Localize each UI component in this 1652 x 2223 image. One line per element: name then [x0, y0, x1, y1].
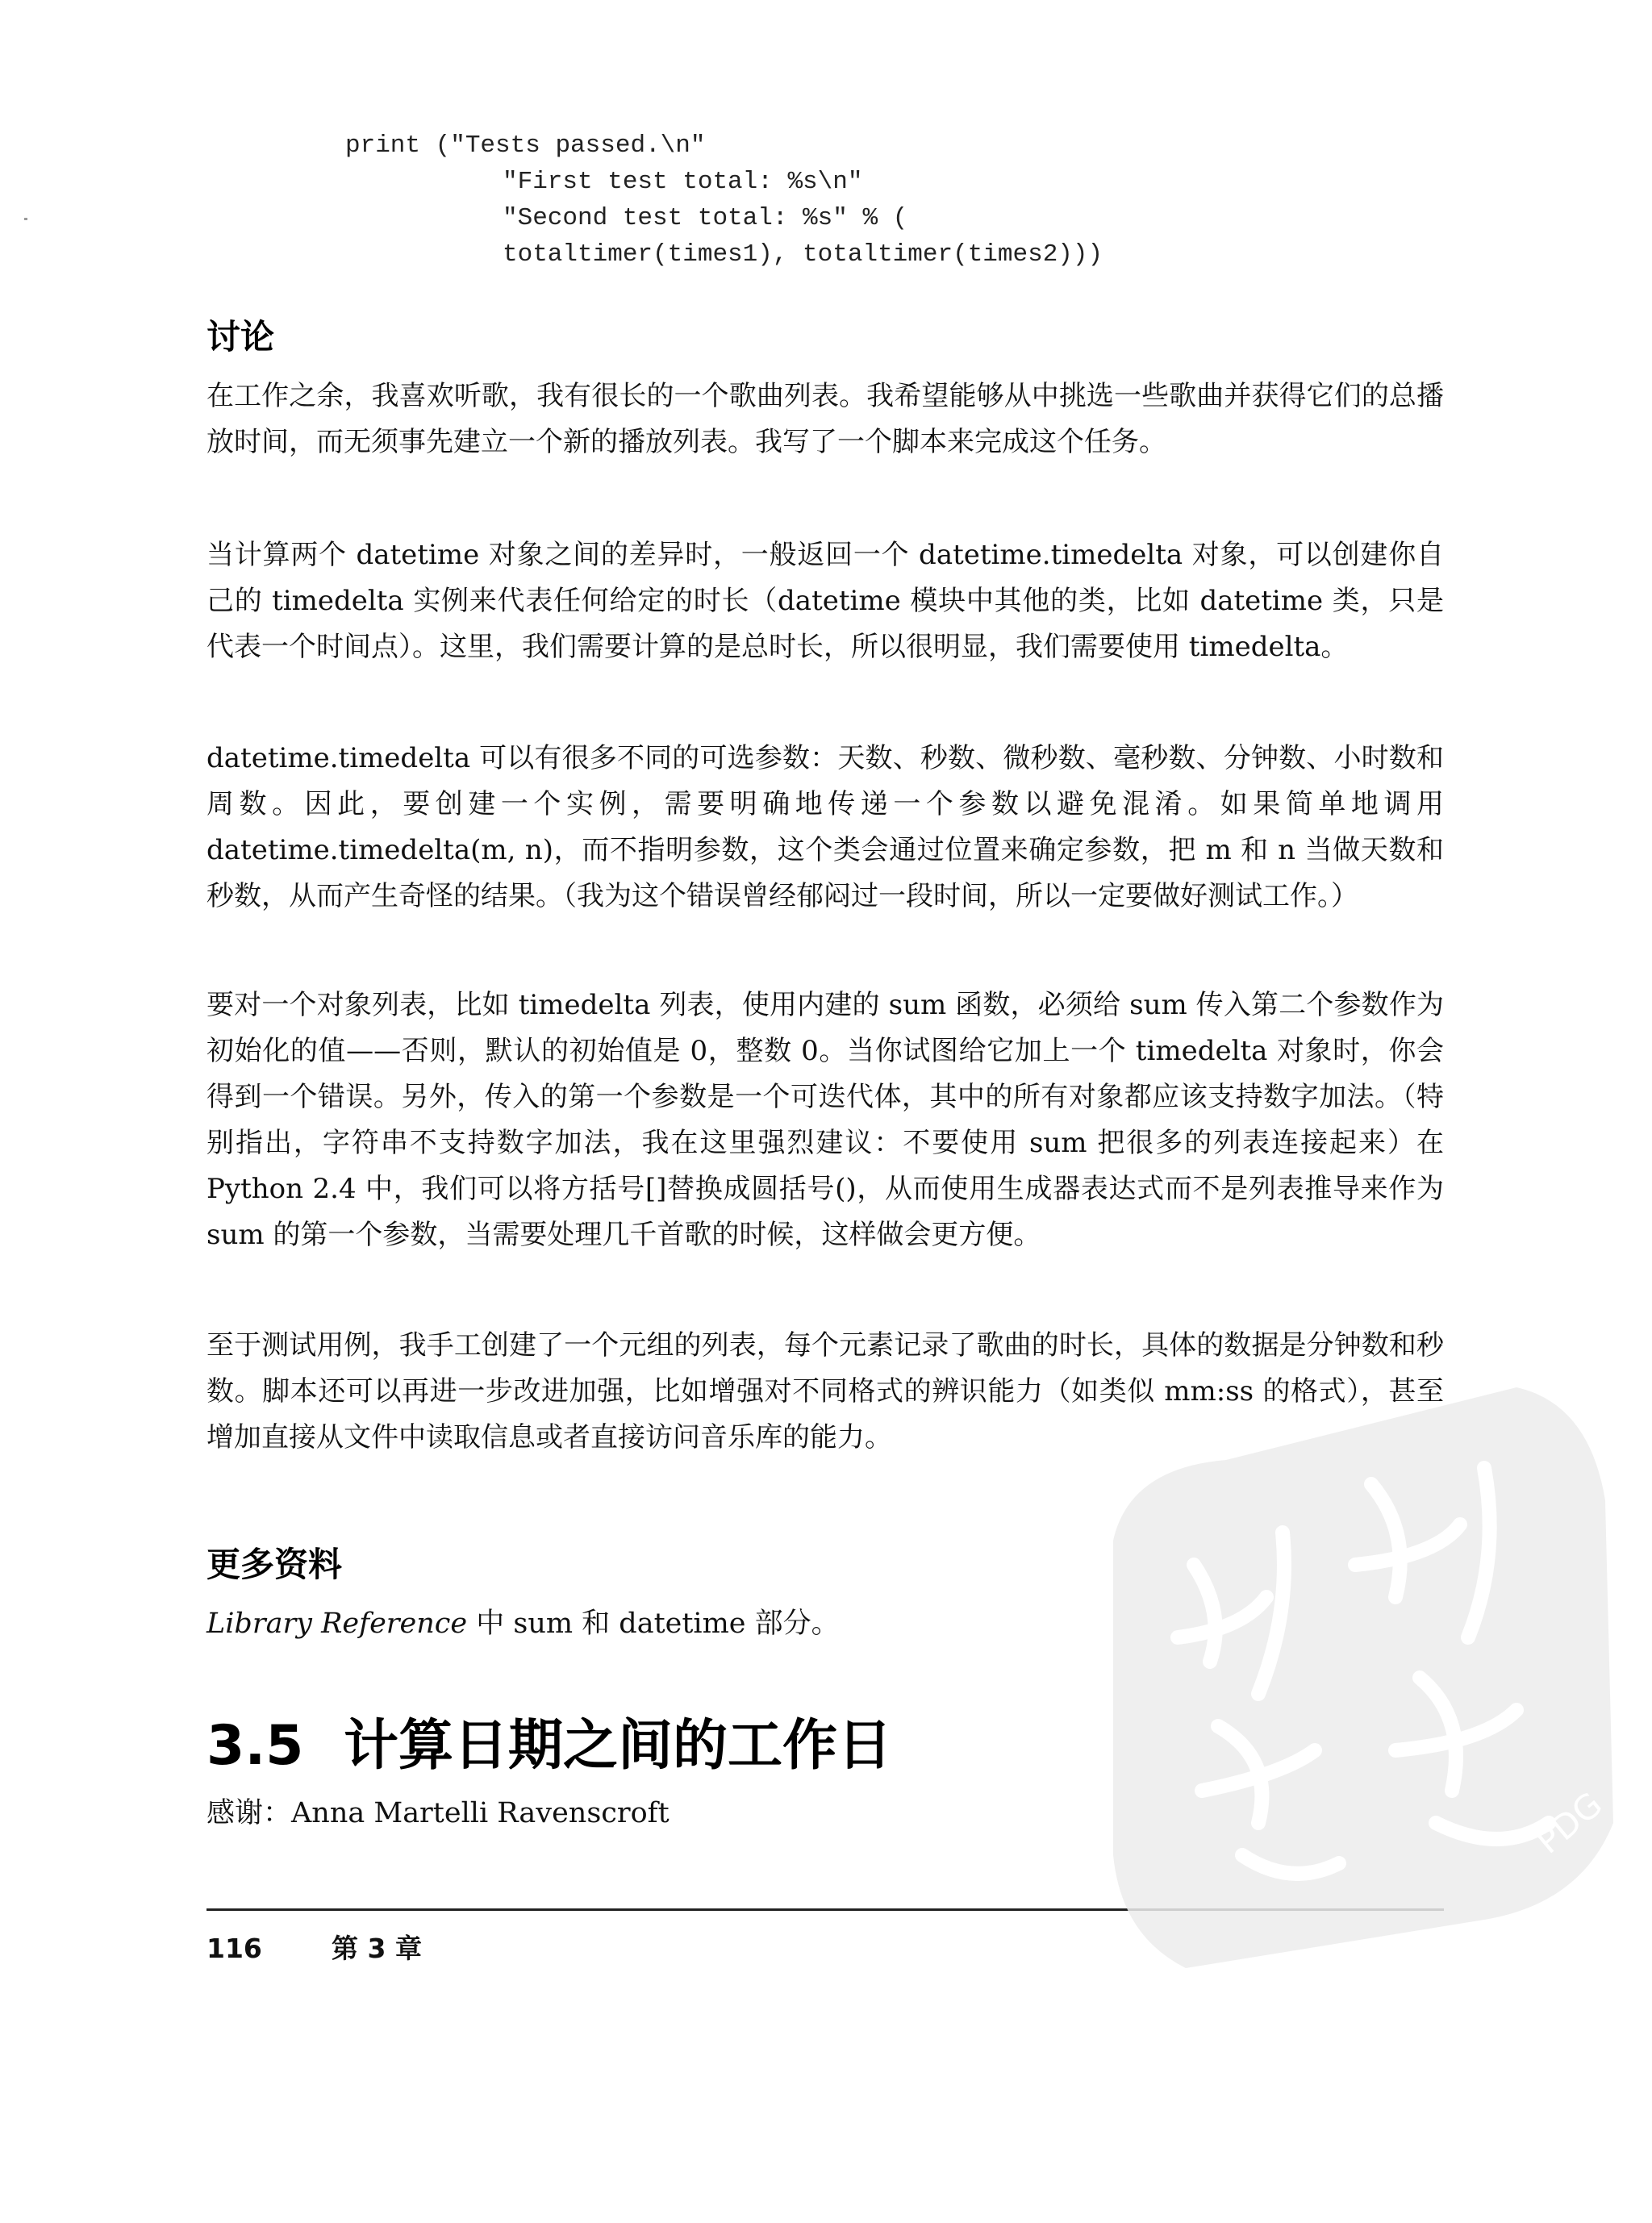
code-block	[345, 127, 1103, 273]
watermark-text: PDG	[1528, 1784, 1610, 1862]
code-line: "First test total: %s\n"	[503, 168, 863, 196]
margin-mark	[24, 218, 27, 220]
discussion-paragraph: 至于测试用例，我手工创建了一个元组的列表，每个元素记录了歌曲的时长，具体的数据是分钟数和秒数。脚本还可以再进一步改进加强，比如增强对不同格式的辨识能力（如类似 mm:ss 的格式），甚至增加直接从文件中读取信息或者直接访问音乐库的能力。	[206, 1329, 1444, 1454]
code-line: print ("Tests passed.\n"	[345, 131, 706, 160]
discussion-paragraph: datetime.timedelta 可以有很多不同的可选参数：天数、秒数、微秒数、毫秒数、分钟数、小时数和周数。因此，要创建一个实例，需要明确地传递一个参数以避免混淆。如果简单地调用 datetime.timedelta(m, n)，而不指明参数，这个类会通过位置来确定参数，把 m 和 n 当做天数和秒数，从而产生奇怪的结果。（我为这个错误曾经郁闷过一段时间，所以一定要做好测试工作。）	[206, 742, 1444, 912]
page-number: 116	[206, 1933, 262, 1964]
discussion-paragraph: 要对一个对象列表，比如 timedelta 列表，使用内建的 sum 函数，必须给 sum 传入第二个参数作为初始化的值——否则，默认的初始值是 0，整数 0。当你试图给它加上一个 timedelta 对象时，你会得到一个错误。另外，传入的第一个参数是一个可迭代体，其中的所有对象都应该支持数字加法。（特别指出，字符串不支持数字加法，我在这里强烈建议：不要使用 sum 把很多的列表连接起来）在 Python 2.4 中，我们可以将方括号[]替换成圆括号()，从而使用生成器表达式而不是列表推导来作为 sum 的第一个参数，当需要处理几千首歌的时候，这样做会更方便。	[206, 989, 1444, 1251]
library-reference-line	[206, 1601, 840, 1647]
page-footer	[206, 1928, 422, 1966]
discussion-paragraph: 当计算两个 datetime 对象之间的差异时，一般返回一个 datetime.timedelta 对象，可以创建你自己的 timedelta 实例来代表任何给定的时长（datetime 模块中其他的类，比如 datetime 类，只是代表一个时间点）。这里，我们需要计算的是总时长，所以很明显，我们需要使用 timedelta。	[206, 539, 1444, 663]
code-line: "Second test total: %s" % (	[503, 204, 908, 232]
watermark-seal	[1097, 1371, 1629, 1984]
library-reference-title: Library Reference	[206, 1608, 468, 1640]
chapter-label: 第 3 章	[332, 1933, 422, 1964]
code-line: totaltimer(times1), totaltimer(times2)))	[503, 240, 1103, 269]
library-reference-text: 中 sum 和 datetime 部分。	[467, 1608, 840, 1640]
discussion-heading: 讨论	[206, 317, 275, 357]
discussion-paragraph: 在工作之余，我喜欢听歌，我有很长的一个歌曲列表。我希望能够从中挑选一些歌曲并获得它们的总播放时间，而无须事先建立一个新的播放列表。我写了一个脚本来完成这个任务。	[206, 380, 1444, 458]
section-title-text: 计算日期之间的工作日	[344, 1714, 893, 1778]
section-thanks: 感谢：Anna Martelli Ravenscroft	[206, 1797, 670, 1829]
more-info-heading: 更多资料	[206, 1545, 343, 1584]
section-number: 3.5	[206, 1714, 304, 1778]
watermark-seal-shape	[1113, 1387, 1613, 1968]
section-title	[206, 1702, 892, 1780]
